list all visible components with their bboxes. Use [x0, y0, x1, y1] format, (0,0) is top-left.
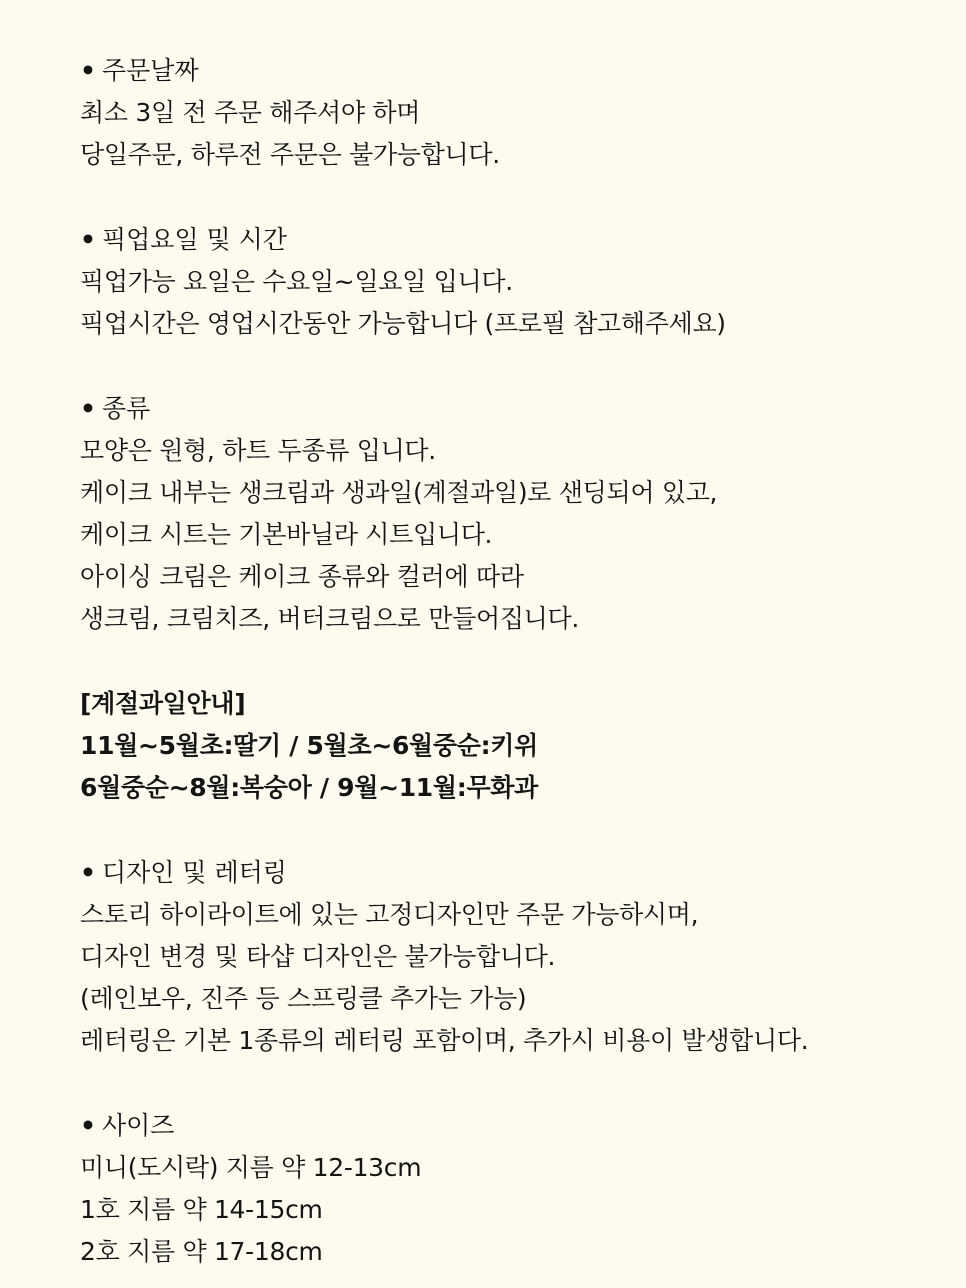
text-line: 케이크 시트는 기본바닐라 시트입니다.	[80, 520, 493, 549]
section-sizes	[80, 1105, 940, 1273]
bullet-icon: •	[80, 1111, 96, 1140]
text-line: 픽업가능 요일은 수요일~일요일 입니다.	[80, 267, 513, 296]
size-line: 미니(도시락) 지름 약 12-13cm	[80, 1153, 422, 1182]
section-seasonal-fruit	[80, 683, 940, 809]
section-heading	[80, 1105, 940, 1147]
section-heading	[80, 852, 940, 894]
cake-order-guide	[80, 50, 940, 1273]
section-heading	[80, 219, 940, 261]
text-line: 아이싱 크림은 케이크 종류와 컬러에 따라	[80, 562, 524, 591]
bullet-icon: •	[80, 394, 96, 423]
heading-text: 사이즈	[102, 1111, 175, 1140]
text-line: 스토리 하이라이트에 있는 고정디자인만 주문 가능하시며,	[80, 900, 699, 929]
text-line: 모양은 원형, 하트 두종류 입니다.	[80, 436, 436, 465]
bullet-icon: •	[80, 225, 96, 254]
text-line: 당일주문, 하루전 주문은 불가능합니다.	[80, 140, 500, 169]
text-line: 6월중순~8월:복숭아 / 9월~11월:무화과	[80, 773, 539, 802]
text-line: 픽업시간은 영업시간동안 가능합니다 (프로필 참고해주세요)	[80, 309, 726, 338]
bullet-icon: •	[80, 858, 96, 887]
text-line: (레인보우, 진주 등 스프링클 추가는 가능)	[80, 984, 527, 1013]
text-line: 최소 3일 전 주문 해주셔야 하며	[80, 98, 421, 127]
text-line: 11월~5월초:딸기 / 5월초~6월중순:키위	[80, 731, 539, 760]
section-types	[80, 388, 940, 640]
section-pickup	[80, 219, 940, 345]
text-line: 케이크 내부는 생크림과 생과일(계절과일)로 샌딩되어 있고,	[80, 478, 718, 507]
bullet-icon: •	[80, 56, 96, 85]
size-line: 1호 지름 약 14-15cm	[80, 1195, 323, 1224]
heading-text: 종류	[102, 394, 151, 423]
text-line: 생크림, 크림치즈, 버터크림으로 만들어집니다.	[80, 604, 580, 633]
text-line: 디자인 변경 및 타샵 디자인은 불가능합니다.	[80, 942, 556, 971]
text-line: 레터링은 기본 1종류의 레터링 포함이며, 추가시 비용이 발생합니다.	[80, 1026, 809, 1055]
seasonal-fruit-heading: [계절과일안내]	[80, 689, 246, 718]
section-heading	[80, 50, 940, 92]
section-order-date	[80, 50, 940, 176]
section-heading	[80, 388, 940, 430]
heading-text: 주문날짜	[102, 56, 199, 85]
section-design	[80, 852, 940, 1062]
heading-text: 디자인 및 레터링	[102, 858, 287, 887]
heading-text: 픽업요일 및 시간	[102, 225, 287, 254]
size-line: 2호 지름 약 17-18cm	[80, 1237, 323, 1266]
